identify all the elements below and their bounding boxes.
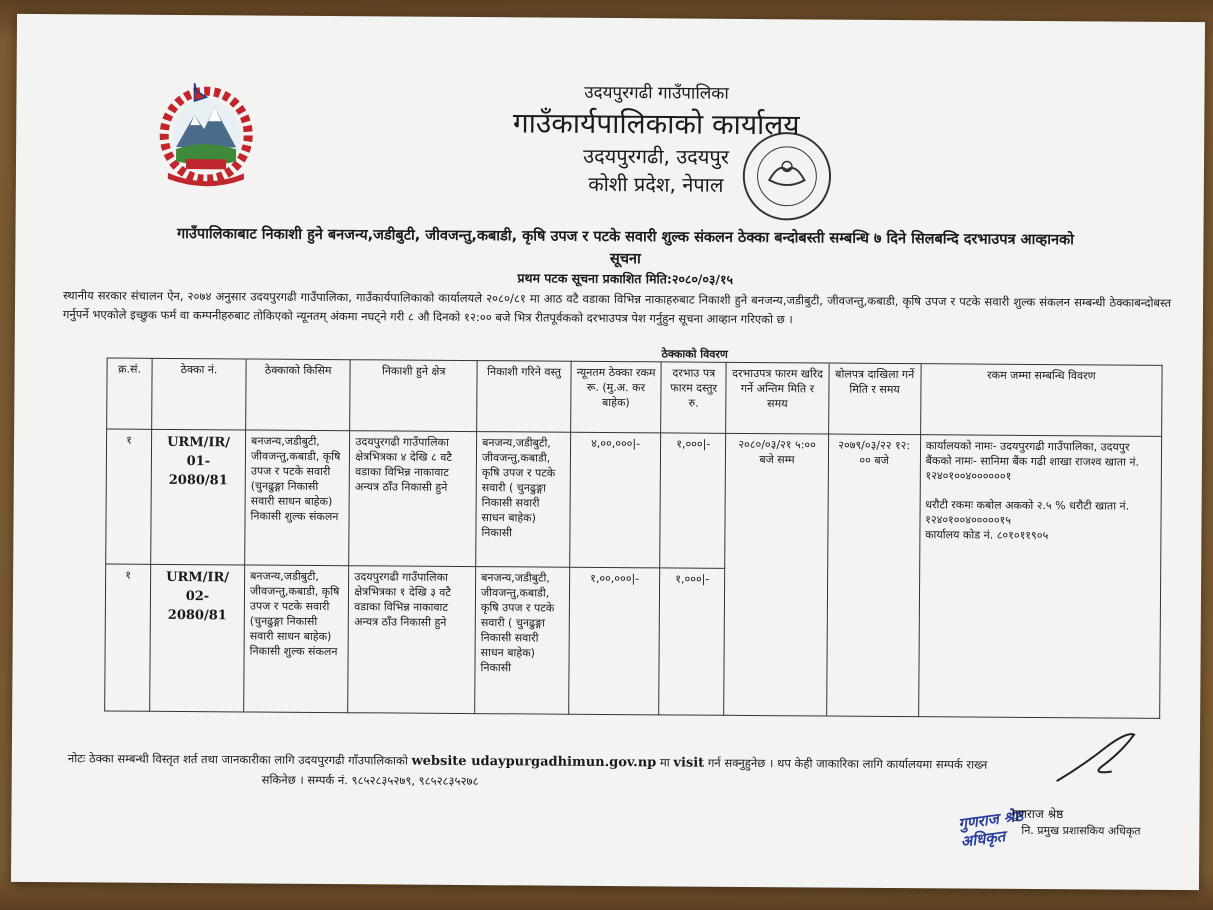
contact-numbers: सकिनेछ । सम्पर्क नं. ९८५२८३५२७९, ९८५२८३५२७८: [261, 772, 479, 789]
contract-table: [104, 357, 1162, 718]
deposit-office-code: कार्यालय कोड नं. ८०१०११९०५: [925, 528, 1049, 543]
header-sn: क्र.सं.: [107, 358, 152, 429]
cell-deposit-details: [918, 435, 1161, 719]
officer-title: नि. प्रमुख प्रशासकिय अधिकृत: [1021, 823, 1141, 838]
handwritten-signature-icon: [1052, 726, 1142, 787]
cell-purchase-deadline: २०८०/०३/२१ ५:०० बजे सम्म: [724, 433, 828, 716]
notice-paper: [11, 14, 1205, 890]
cell-export-area: उदयपुरगढी गाउँपालिका क्षेत्रभित्रका ४ देखि ८ वटै वडाका विभिन्न नाकावाट अन्यत्र ठाँउ निकासी हुने: [349, 431, 477, 567]
cell-export-area: उदयपुरगढी गाउँपालिका क्षेत्रभित्रका १ देखि ३ वटै वडाका विभिन्न नाकावाट अन्यत्र ठाँउ निकासी हुने: [348, 566, 476, 714]
notice-subject: [85, 222, 1165, 274]
stamp-line-1: गुणराज श्रेष्ठ: [957, 806, 1025, 833]
note-visit: visit: [673, 755, 705, 771]
cell-min-amount: १,००,०००|-: [569, 567, 660, 715]
header-submission-date: बोलपत्र दाखिला गर्ने मिति र समय: [828, 363, 920, 435]
cell-sn: १: [105, 564, 151, 711]
deposit-security: धरौटी रकमः कबोल अकको २.५ % धरौटी खाता नं. १२४०१००४०००००१५: [925, 498, 1130, 527]
note-prefix: नोटः ठेक्का सम्बन्धी विस्तृत शर्त तथा जानकारीका लागि उदयपुरगढी गाँउपालिकाको: [67, 751, 408, 768]
header-form-fee: दरभाउ पत्र फारम दस्तुर रु.: [661, 362, 727, 433]
table-header-row: [107, 358, 1162, 436]
cell-form-fee: १,०००|-: [659, 568, 725, 715]
header-purchase-deadline: दरभाउपत्र फारम खरिद गर्ने अन्तिम मिति र समय: [726, 362, 829, 434]
deposit-office: कार्यालयको नामः- उदयपुरगढी गाउँपालिका, उदयपुर: [925, 439, 1130, 454]
cell-contract-no: URM/IR/ 01- 2080/81: [151, 429, 246, 565]
cell-contract-type: बनजन्य,जडीबुटी, जीवजन्तु,कबाडी, कृषि उपज र पटके सवारी (चुनढुङ्गा निकासी सवारी साधन बाहेक) निकासी शुल्क संकलन: [244, 565, 349, 713]
stamp-line-2: अधिकृत: [959, 827, 1007, 851]
deposit-bank: बैंकको नामः- सानिमा बैंक गढी शाखा राजश्व खाता नं. १२४०१००४००००००१: [925, 454, 1140, 483]
nepal-emblem-icon: [156, 77, 257, 188]
cell-export-goods: बनजन्य,जडीबुटी, जीवजन्तु,कबाडी, कृषि उपज र पटके सवारी ( चुनढुङ्गा निकासी सवारी साधन बाहेक) निकासी: [475, 567, 570, 715]
website-link: website udaypurgadhimun.gov.np: [411, 753, 657, 771]
province-country: कोशी प्रदेश, नेपाल: [588, 171, 724, 197]
header-deposit-details: रकम जम्मा सम्बन्धि विवरण: [920, 364, 1162, 437]
header-export-goods: निकाशी गरिने वस्तु: [477, 361, 572, 433]
subject-line-2: सूचना: [609, 251, 641, 268]
table-row: [106, 429, 1162, 571]
note-suffix: गर्न सक्नुहुनेछ । थप केही जाकारिका लागि कार्यालयमा सम्पर्क राख्न: [707, 755, 988, 772]
note-mid: मा: [659, 755, 670, 770]
header-min-amount: न्यूनतम ठेक्का रकम रू. (मु.अ. कर बाहेक): [571, 361, 661, 433]
cell-export-goods: बनजन्य,जडीबुटी, जीवजन्तु,कबाडी, कृषि उपज र पटके सवारी ( चुनढुङ्गा निकासी सवारी साधन बाहेक) निकासी: [476, 432, 571, 568]
cell-contract-type: बनजन्य,जडीबुटी, जीवजन्तु,कबाडी, कृषि उपज र पटके सवारी (चुनढुङ्गा निकासी सवारी साधन बाहेक) निकासी शुल्क संकलन: [245, 430, 350, 566]
table-caption: ठेक्काको विवरण: [661, 347, 728, 361]
cell-sn: १: [106, 429, 152, 564]
intro-paragraph: स्थानीय सरकार संचालन ऐन, २०७४ अनुसार उदयपुरगढी गाउँपालिका, गाउँकार्यपालिकाको कार्यालयले २०८०/८१ मा आठ वटै वडाका विभिन्न नाकाहरुबाट निकाशी हुने बनजन्य,जडीबुटी, जीवजन्तु,कबाडी, कृषि उपज र पटके सवारी शुल्क संकलन सम्बन्धी ठेक्काबन्दोबस्त गर्नुपर्ने भएकोले इच्छुक फर्म वा कम्पनीहरुबाट तोकिएको न्यूनतम् अंकमा नघट्ने गरी ८ औ दिनको १२:०० बजे भित्र रीतपूर्वकको दरभाउपत्र पेश गर्नुहुन सूचना आव्हान गरिएको छ ।: [62, 288, 1172, 327]
office-title: गाउँकार्यपालिकाको कार्यालय: [512, 106, 800, 142]
cell-contract-no: URM/IR/ 02- 2080/81: [150, 564, 245, 712]
header-contract-no: ठेक्का नं.: [152, 358, 247, 430]
cell-submission-date: २०७९/०३/२२ १२: ०० बजे: [826, 434, 920, 717]
office-address: उदयपुरगढी, उदयपुर: [583, 143, 730, 169]
publication-date: प्रथम पटक सूचना प्रकाशित मिति:२०८०/०३/१५: [517, 270, 734, 287]
footer-note: [68, 748, 1128, 776]
subject-line-1: गाउँपालिकाबाट निकाशी हुने बनजन्य,जडीबुटी, जीवजन्तु,कबाडी, कृषि उपज र पटके सवारी शुल्क संकलन ठेक्का बन्दोबस्ती सम्बन्धि ७ दिने सिलबन्दि दरभाउपत्र आव्हानको: [176, 225, 1075, 249]
officer-name: गुणराज श्रेष्ठ: [1011, 806, 1064, 822]
municipality-name: उदयपुरगढी गाउँपालिका: [584, 82, 729, 104]
cell-min-amount: ४,००,०००|-: [570, 432, 661, 568]
cell-form-fee: १,०००|-: [660, 433, 726, 568]
header-contract-type: ठेक्काको किसिम: [246, 359, 351, 431]
header-export-area: निकाशी हुने क्षेत्र: [350, 360, 477, 432]
